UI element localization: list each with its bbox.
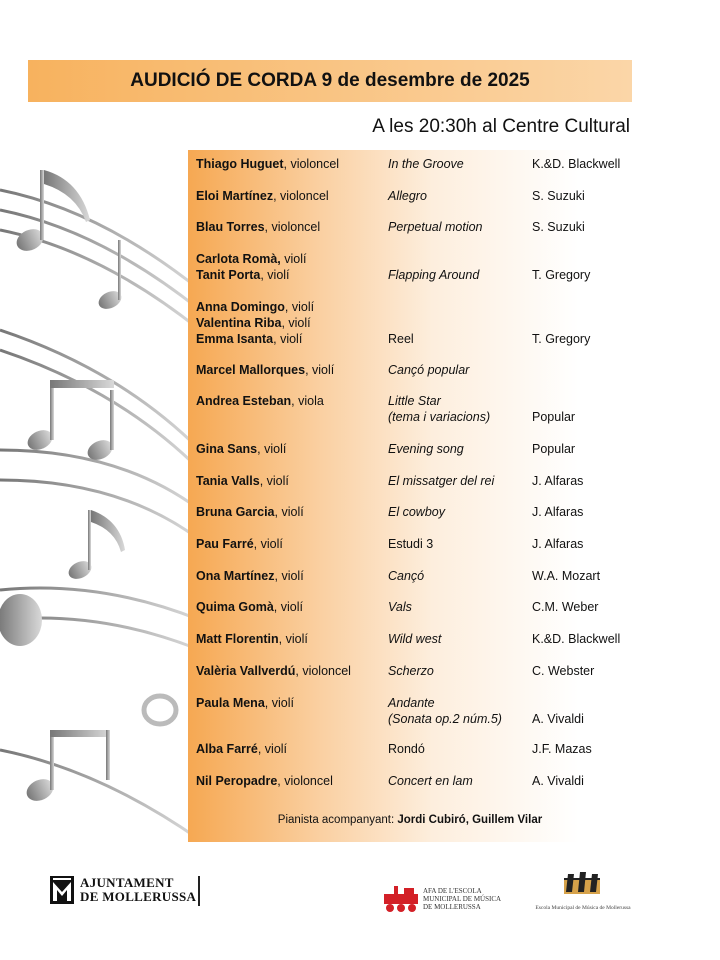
ajuntament-logo: [50, 876, 196, 904]
performers: [196, 156, 386, 172]
piece-title: [388, 219, 528, 235]
performer-name: Marcel Mallorques: [196, 363, 306, 377]
piece-line: Cançó: [388, 569, 425, 583]
composer: J.F. Mazas: [532, 742, 592, 756]
piece-title: [388, 473, 528, 489]
piece-line: Wild west: [388, 632, 442, 646]
performer: [196, 362, 386, 378]
performer-instrument: , violoncel: [264, 220, 321, 234]
afa-line3: DE MOLLERUSSA: [423, 903, 481, 911]
performer: [196, 568, 386, 584]
pianist-names: Jordi Cubiró, Guillem Vilar: [397, 814, 543, 826]
footer-logos: [0, 870, 720, 930]
performers: [196, 631, 386, 647]
piece-title: [388, 188, 528, 204]
performer-name: Emma Isanta: [196, 332, 274, 346]
piece-title: [388, 741, 528, 757]
piece-line: Perpetual motion: [388, 220, 483, 234]
piece-line: (Sonata op.2 núm.5): [388, 712, 502, 726]
composer: K.&D. Blackwell: [532, 632, 621, 646]
piece-title: [388, 156, 528, 172]
performer: [196, 441, 386, 457]
performer-instrument: , violí: [284, 300, 315, 314]
piece-line: Evening song: [388, 442, 464, 456]
performer: [196, 773, 386, 789]
piece-title: [388, 362, 528, 378]
page-title: AUDICIÓ DE CORDA 9 de desembre de 2025: [130, 70, 530, 91]
piece-line: Estudi 3: [388, 537, 434, 551]
piece-line: Flapping Around: [388, 268, 480, 282]
composer: C. Webster: [532, 664, 595, 678]
performer-instrument: , violí: [257, 442, 287, 456]
performer: [196, 631, 386, 647]
performers: [196, 473, 386, 489]
piece-line: Little Star: [388, 394, 441, 408]
performer: [196, 663, 386, 679]
performers: [196, 219, 386, 235]
performer: [196, 251, 386, 267]
performer-instrument: , violí: [305, 363, 335, 377]
performer: [196, 188, 386, 204]
escola-logo: [518, 870, 648, 911]
performer-name: Valèria Vallverdú: [196, 664, 296, 678]
piece-line: El missatger del rei: [388, 474, 495, 488]
piece-line: (tema i variacions): [388, 410, 491, 424]
pianist-label: Pianista acompanyant:: [277, 814, 398, 826]
performer: [196, 536, 386, 552]
performer-name: Andrea Esteban: [196, 394, 292, 408]
performers: [196, 773, 386, 789]
composer: J. Alfaras: [532, 537, 584, 551]
piece-line: Concert en lam: [388, 774, 473, 788]
performer-name: Anna Domingo: [196, 300, 285, 314]
performers: [196, 299, 386, 347]
ajuntament-line2: DE MOLLERUSSA: [80, 889, 197, 904]
afa-train-icon: [382, 884, 420, 914]
performer-name: Nil Peropadre: [196, 774, 278, 788]
title-banner: [28, 60, 632, 102]
piece-line: Andante: [388, 696, 435, 710]
performers: [196, 441, 386, 457]
composer: T. Gregory: [532, 268, 591, 282]
piece-line: Reel: [388, 332, 414, 346]
performer-name: Ona Martínez: [196, 569, 275, 583]
performer-instrument: , violí: [260, 268, 290, 282]
performer-name: Blau Torres: [196, 220, 265, 234]
performer-instrument: , violí: [264, 696, 294, 710]
performer-name: Valentina Riba: [196, 316, 282, 330]
composer: S. Suzuki: [532, 220, 585, 234]
composer: J. Alfaras: [532, 474, 584, 488]
piece-title: [388, 568, 528, 584]
performer: [196, 695, 386, 711]
pianist-line: [188, 814, 632, 826]
composer: S. Suzuki: [532, 189, 585, 203]
piece-line: Vals: [388, 600, 412, 614]
piece-title: [388, 267, 528, 283]
performers: [196, 568, 386, 584]
performer-name: Quima Gomà: [196, 600, 274, 614]
composer: Popular: [532, 410, 576, 424]
performer-name: Paula Mena: [196, 696, 265, 710]
piece-title: [388, 331, 528, 347]
performers: [196, 504, 386, 520]
performer-instrument: , violí: [278, 632, 308, 646]
performer: [196, 267, 386, 283]
afa-logo: [382, 884, 501, 914]
performer-instrument: , violí: [253, 537, 283, 551]
performer-instrument: , violoncel: [295, 664, 351, 678]
performer-name: Gina Sans: [196, 442, 258, 456]
performers: [196, 741, 386, 757]
composer: J. Alfaras: [532, 505, 584, 519]
ajuntament-m-icon: [50, 876, 74, 904]
footer-divider: [198, 876, 200, 906]
performer: [196, 156, 386, 172]
piece-line: Allegro: [388, 189, 427, 203]
performers: [196, 393, 386, 409]
escola-name: Escola Municipal de Música de Mollerussa: [535, 905, 631, 911]
performer: [196, 741, 386, 757]
composer: K.&D. Blackwell: [532, 157, 621, 171]
piece-title: [388, 441, 528, 457]
piece-line: Rondó: [388, 742, 425, 756]
performer-name: Eloi Martínez: [196, 189, 274, 203]
performer-name: Matt Florentin: [196, 632, 279, 646]
performer-name: Pau Farré: [196, 537, 254, 551]
performers: [196, 188, 386, 204]
escola-emblem-icon: [560, 870, 606, 898]
composer: T. Gregory: [532, 332, 591, 346]
performers: [196, 599, 386, 615]
event-time-location: A les 20:30h al Centre Cultural: [372, 116, 630, 137]
performer: [196, 315, 386, 331]
performer-instrument: , violí: [274, 505, 304, 519]
piece-title: [388, 504, 528, 520]
piece-title: [388, 695, 528, 727]
afa-line1: AFA DE L'ESCOLA: [423, 887, 482, 895]
performer: [196, 393, 386, 409]
performer-instrument: , violí: [281, 316, 311, 330]
performer-name: Thiago Huguet: [196, 157, 284, 171]
performer-name: Alba Farré: [196, 742, 258, 756]
performer-name: Tanit Porta: [196, 268, 261, 282]
performer: [196, 299, 386, 315]
performer-instrument: , viola: [291, 394, 324, 408]
performers: [196, 536, 386, 552]
piece-line: In the Groove: [388, 157, 464, 171]
piece-title: [388, 631, 528, 647]
performer-instrument: , violoncel: [277, 774, 333, 788]
afa-line2: MUNICIPAL DE MÚSICA: [423, 895, 502, 903]
performer-instrument: , violí: [259, 474, 289, 488]
performers: [196, 695, 386, 711]
composer: A. Vivaldi: [532, 712, 584, 726]
piece-title: [388, 393, 528, 425]
performer-instrument: , violí: [273, 332, 303, 346]
performer-instrument: , violoncel: [283, 157, 340, 171]
performer-instrument: , violí: [273, 600, 303, 614]
performer-name: Tania Valls: [196, 474, 260, 488]
performer: [196, 331, 386, 347]
performer: [196, 473, 386, 489]
piece-line: El cowboy: [388, 505, 445, 519]
performer: [196, 219, 386, 235]
performers: [196, 663, 386, 679]
performer-instrument: , violí: [274, 569, 304, 583]
performer-instrument: , violoncel: [273, 189, 329, 203]
composer: Popular: [532, 442, 576, 456]
piece-title: [388, 536, 528, 552]
performer-instrument: , violí: [257, 742, 288, 756]
music-notes-decoration: [0, 150, 200, 870]
composer: C.M. Weber: [532, 600, 599, 614]
piece-line: Cançó popular: [388, 363, 470, 377]
ajuntament-line1: AJUNTAMENT: [80, 875, 174, 890]
composer: W.A. Mozart: [532, 569, 601, 583]
piece-title: [388, 663, 528, 679]
performer-name: Bruna Garcia: [196, 505, 275, 519]
performer-name: Carlota Romà,: [196, 252, 281, 266]
performer-instrument: violí: [280, 252, 307, 266]
piece-title: [388, 773, 528, 789]
piece-line: Scherzo: [388, 664, 434, 678]
performer: [196, 504, 386, 520]
piece-title: [388, 599, 528, 615]
performers: [196, 251, 386, 283]
performers: [196, 362, 386, 378]
composer: A. Vivaldi: [532, 774, 584, 788]
performer: [196, 599, 386, 615]
